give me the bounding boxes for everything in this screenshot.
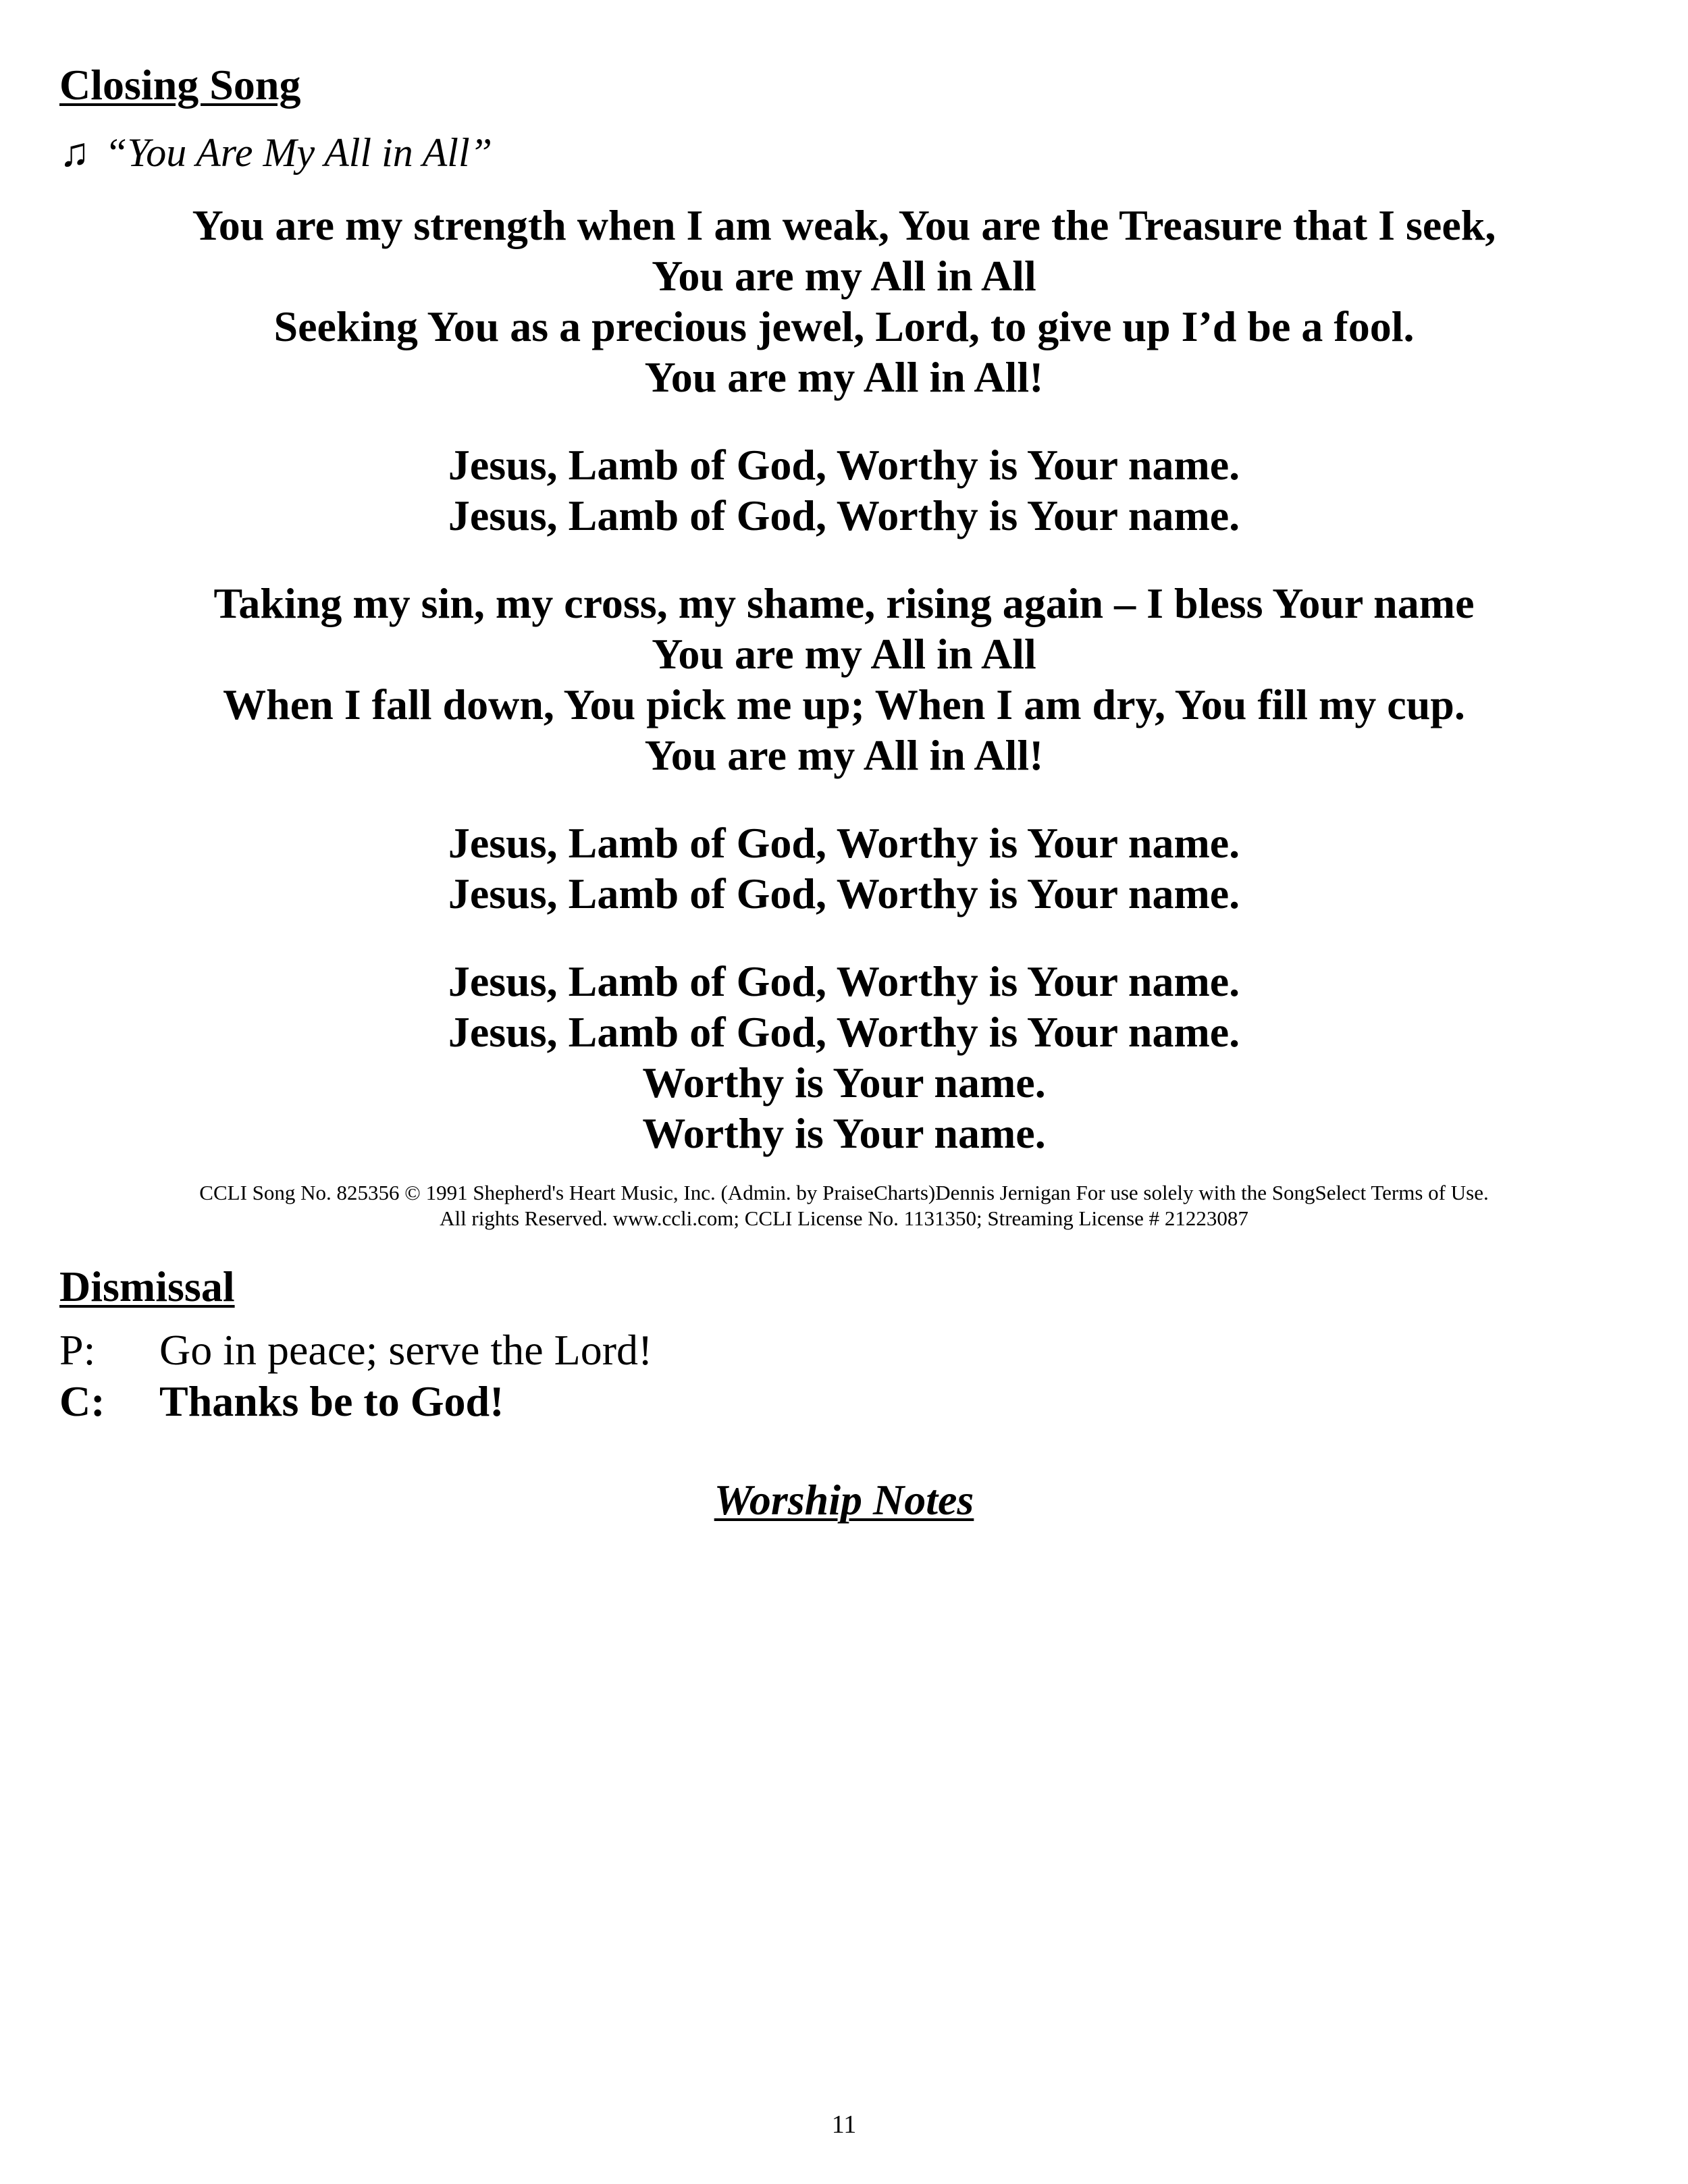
- lyric-line: Taking my sin, my cross, my shame, rising again – I bless Your name: [213, 579, 1475, 627]
- pastor-line: [59, 1325, 1140, 1376]
- lyric-line: Worthy is Your name.: [642, 1059, 1046, 1107]
- lyrics-stanza-verse-2: [0, 578, 1688, 780]
- speaker-label: C:: [59, 1377, 105, 1425]
- lyric-line: Jesus, Lamb of God, Worthy is Your name.: [448, 1008, 1240, 1056]
- lyrics-stanza-chorus-1: [0, 440, 1688, 541]
- lyric-line: Jesus, Lamb of God, Worthy is Your name.: [448, 441, 1240, 489]
- copyright-line: All rights Reserved. www.ccli.com; CCLI License No. 1131350; Streaming License # 21223087: [440, 1206, 1248, 1230]
- lyrics-stanza-verse-1: [0, 200, 1688, 402]
- page-number: 11: [831, 2110, 857, 2139]
- lyric-line: Worthy is Your name.: [642, 1109, 1046, 1157]
- lyric-line: You are my All in All: [652, 630, 1036, 678]
- speaker-label: P:: [59, 1326, 96, 1374]
- copyright-line: CCLI Song No. 825356 © 1991 Shepherd's Heart Music, Inc. (Admin. by PraiseCharts)Dennis Jernigan For use solely with the SongSelect Terms of Use.: [199, 1181, 1489, 1204]
- worship-notes-heading: Worship Notes: [714, 1476, 974, 1524]
- lyric-line: Jesus, Lamb of God, Worthy is Your name.: [448, 870, 1240, 917]
- closing-song-heading: Closing Song: [59, 61, 301, 109]
- lyric-line: Jesus, Lamb of God, Worthy is Your name.: [448, 491, 1240, 539]
- lyric-line: You are my All in All!: [644, 353, 1044, 401]
- ccli-copyright-notice: [0, 1180, 1688, 1231]
- song-lyrics: [0, 200, 1688, 1196]
- lyric-line: You are my All in All: [652, 252, 1036, 300]
- song-title-text: “You Are My All in All”: [105, 130, 493, 175]
- response-text: Thanks be to God!: [159, 1377, 504, 1425]
- lyric-line: You are my strength when I am weak, You are the Treasure that I seek,: [192, 201, 1496, 249]
- response-text: Go in peace; serve the Lord!: [159, 1326, 653, 1374]
- congregation-line: [59, 1376, 1140, 1427]
- lyrics-stanza-ending: [0, 956, 1688, 1158]
- lyric-line: Seeking You as a precious jewel, Lord, to give up I’d be a fool.: [273, 302, 1415, 350]
- lyric-line: Jesus, Lamb of God, Worthy is Your name.: [448, 957, 1240, 1005]
- lyric-line: Jesus, Lamb of God, Worthy is Your name.: [448, 819, 1240, 867]
- song-title: [59, 132, 492, 173]
- lyric-line: You are my All in All!: [644, 731, 1044, 779]
- dismissal-dialogue: [59, 1325, 1140, 1427]
- lyric-line: When I fall down, You pick me up; When I am dry, You fill my cup.: [223, 681, 1465, 728]
- lyrics-stanza-chorus-2: [0, 818, 1688, 919]
- dismissal-heading: Dismissal: [59, 1262, 235, 1310]
- music-note-icon: ♫: [59, 130, 90, 175]
